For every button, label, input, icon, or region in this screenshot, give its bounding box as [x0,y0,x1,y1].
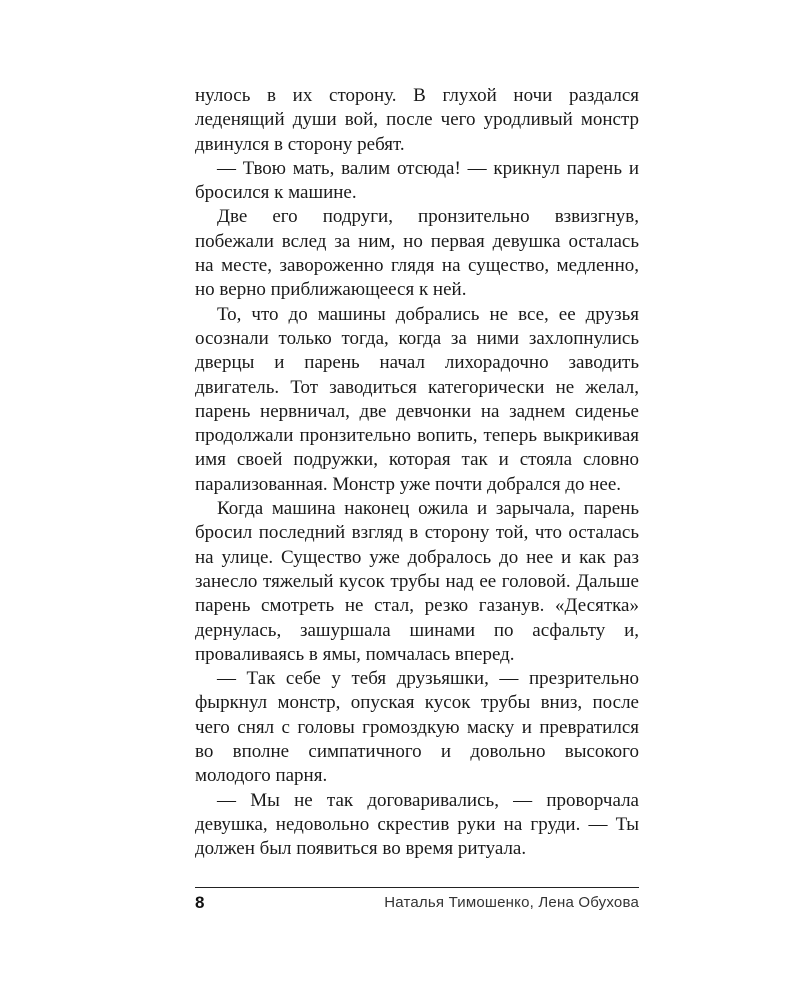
paragraph: — Твою мать, валим отсюда! — крикнул парень и бросился к машине. [195,157,639,204]
running-title: Наталья Тимошенко, Лена Обухова [384,894,639,911]
page-number: 8 [195,893,205,912]
paragraph: Когда машина наконец ожила и зарычала, парень бросил последний взгляд в сторону той, что осталась на улице. Существо уже добралось до нее и как раз занесло тяжелый кусок трубы над ее головой. Дальше парень смотреть не стал, резко газанув. «Десятка» дернулась, зашуршала шинами по асфальту и, проваливаясь в ямы, помчалась вперед. [195,498,639,665]
footer-rule [195,887,639,888]
paragraph: — Мы не так договаривались, — проворчала девушка, недовольно скрестив руки на груди. — Ты должен был появиться во время ритуала. [195,789,639,860]
body-text [195,84,639,862]
paragraph: Две его подруги, пронзительно взвизгнув, побежали вслед за ним, но первая девушка осталась на месте, завороженно глядя на существо, медленно, но верно приближающееся к ней. [195,206,639,301]
paragraph: — Так себе у тебя друзьяшки, — презрительно фыркнул монстр, опуская кусок трубы вниз, после чего снял с головы громоздкую маску и превратился во вполне симпатичного и довольно высокого молодого парня. [195,668,639,787]
paragraph: нулось в их сторону. В глухой ночи раздался леденящий души вой, после чего уродливый монстр двинулся в сторону ребят. [195,85,639,155]
page-footer [195,893,639,915]
paragraph: То, что до машины добрались не все, ее друзья осознали только тогда, когда за ними захлопнулись дверцы и парень начал лихорадочно заводить двигатель. Тот заводиться категорически не желал, парень нервничал, две девчонки на заднем сиденье продолжали пронзительно вопить, теперь выкрикивая имя своей подружки, которая так и стояла словно парализованная. Монстр уже почти добрался до нее. [195,303,639,495]
